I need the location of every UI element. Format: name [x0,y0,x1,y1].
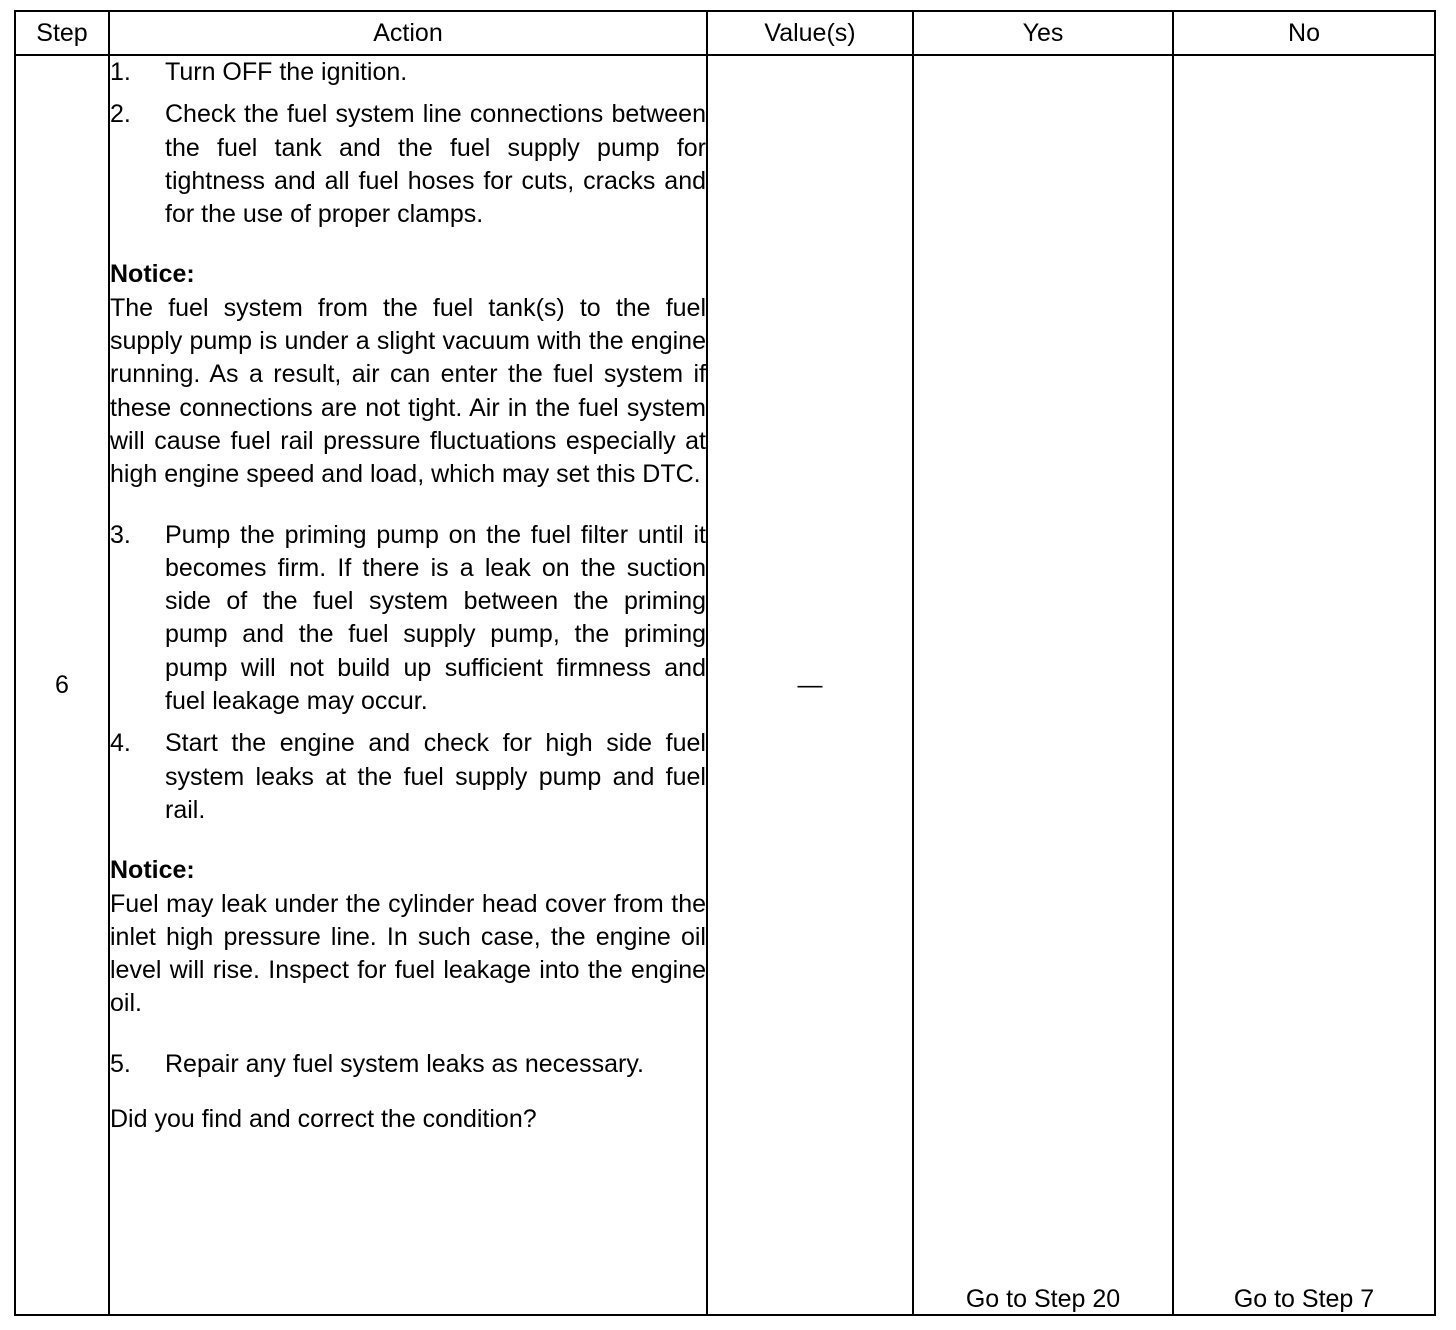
action-item [110,519,706,719]
header-values: Value(s) [707,11,913,55]
item-text: Check the fuel system line connections between the fuel tank and the fuel supply pump for tightness and all fuel hoses for cuts, cracks and for the use of proper clamps. [165,100,706,229]
item-number: 3. [110,520,131,549]
header-no: No [1173,11,1435,55]
item-text: Turn OFF the ignition. [165,58,408,86]
item-number: 4. [110,729,131,758]
value-cell: — [707,55,913,1315]
yes-link: Go to Step 20 [913,55,1173,1315]
step-number: 6 [15,55,109,1315]
notice-block [110,854,706,1020]
item-text: Start the engine and check for high side fuel system leaks at the fuel supply pump and fuel rail. [165,729,706,824]
no-link: Go to Step 7 [1173,55,1435,1315]
question-text: Did you find and correct the condition? [110,1105,537,1134]
action-cell [109,55,707,1315]
item-text: Pump the priming pump on the fuel filter until it becomes firm. If there is a leak on the suction side of the fuel system between the priming pump and the fuel supply pump, the priming pump will not build up sufficient firmness and fuel leakage may occur. [165,520,706,716]
action-item [110,98,706,231]
diagnostic-table [14,10,1436,1316]
notice-title: Notice: [110,856,195,885]
notice-title: Notice: [110,260,195,289]
notice-block [110,258,706,491]
notice-text: The fuel system from the fuel tank(s) to the fuel supply pump is under a slight vacuum with the engine running. As a result, air can enter the fuel system if these connections are not tight. Air in the fuel system will cause fuel rail pressure fluctuations especially at high engine speed and load, which may set this DTC. [110,293,706,489]
item-number: 5. [110,1049,131,1078]
item-text: Repair any fuel system leaks as necessary. [165,1049,644,1078]
table-row [15,55,1435,1315]
action-item [110,56,706,89]
header-action: Action [109,11,707,55]
item-number: 1. [110,58,131,86]
header-yes: Yes [913,11,1173,55]
item-number: 2. [110,100,131,129]
action-item [110,1048,706,1081]
notice-text: Fuel may leak under the cylinder head cover from the inlet high pressure line. In such case, the engine oil level will rise. Inspect for fuel leakage into the engine oil. [110,889,706,1018]
header-step: Step [15,11,109,55]
header-row [15,11,1435,55]
action-item [110,727,706,827]
